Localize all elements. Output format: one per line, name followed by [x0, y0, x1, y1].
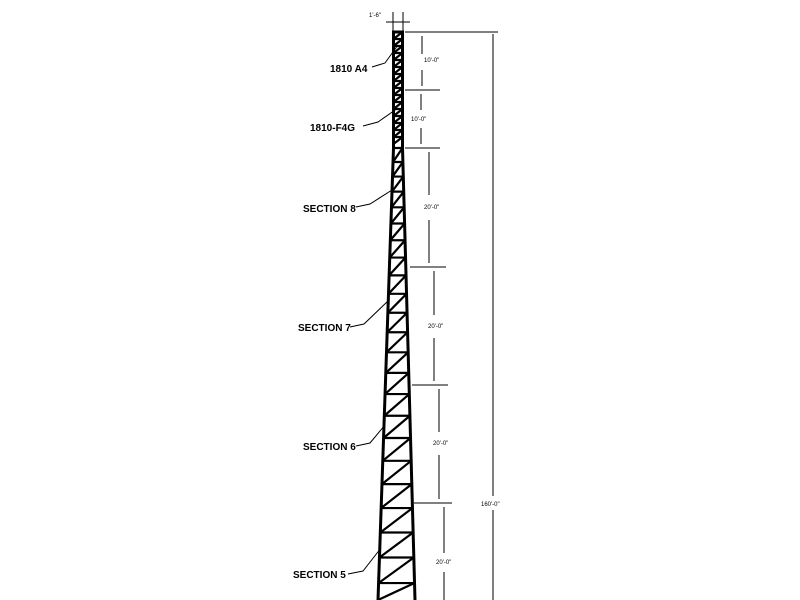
dimension-1810-a4: 10'-0": [424, 58, 440, 64]
dimension-section-5: 20'-0": [436, 560, 452, 566]
tower-diagonal: [391, 207, 404, 223]
tower-diagonal: [388, 294, 407, 313]
tower-diagonal: [384, 394, 409, 416]
tower-diagonal: [378, 583, 415, 600]
overall-dimension-label: 160'-0": [481, 502, 500, 508]
dimension-section-8: 20'-0": [424, 205, 440, 211]
tower-diagonal: [390, 224, 404, 241]
tower-diagonal: [381, 484, 412, 508]
tower-diagonal: [383, 438, 411, 461]
tower-diagonal: [379, 558, 414, 584]
tower-diagonal: [385, 373, 409, 394]
tower-diagonal: [379, 533, 413, 558]
tower-diagonal: [386, 352, 408, 373]
label-section-8: SECTION 8: [303, 204, 356, 215]
section-dimension-texts: [411, 58, 451, 566]
top-width-label: 1'-6": [369, 13, 381, 19]
tower-diagonal: [384, 416, 410, 438]
tower-diagonal: [389, 258, 405, 276]
section-labels: [293, 64, 368, 581]
section-extension-lines: [405, 32, 498, 503]
tower-diagonal: [387, 313, 407, 333]
label-section-7: SECTION 7: [298, 323, 351, 334]
tower-diagonal: [380, 508, 412, 532]
tower-diagonal: [386, 332, 407, 352]
label-section-5: SECTION 5: [293, 570, 346, 581]
tower-diagonal: [390, 240, 405, 257]
tower-structure: [378, 32, 415, 600]
label-section-6: SECTION 6: [303, 442, 356, 453]
tower-diagonal: [382, 461, 411, 484]
dimension-section-6: 20'-0": [433, 441, 449, 447]
label-1810-f4g: 1810-F4G: [310, 123, 356, 134]
tower-diagonal: [389, 275, 407, 293]
overall-dimension: [481, 34, 500, 600]
dimension-section-7: 20'-0": [428, 324, 444, 330]
label-1810-a4: 1810 A4: [330, 64, 368, 75]
dimension-1810-f4g: 10'-0": [411, 117, 427, 123]
tower-left-leg: [378, 32, 394, 600]
